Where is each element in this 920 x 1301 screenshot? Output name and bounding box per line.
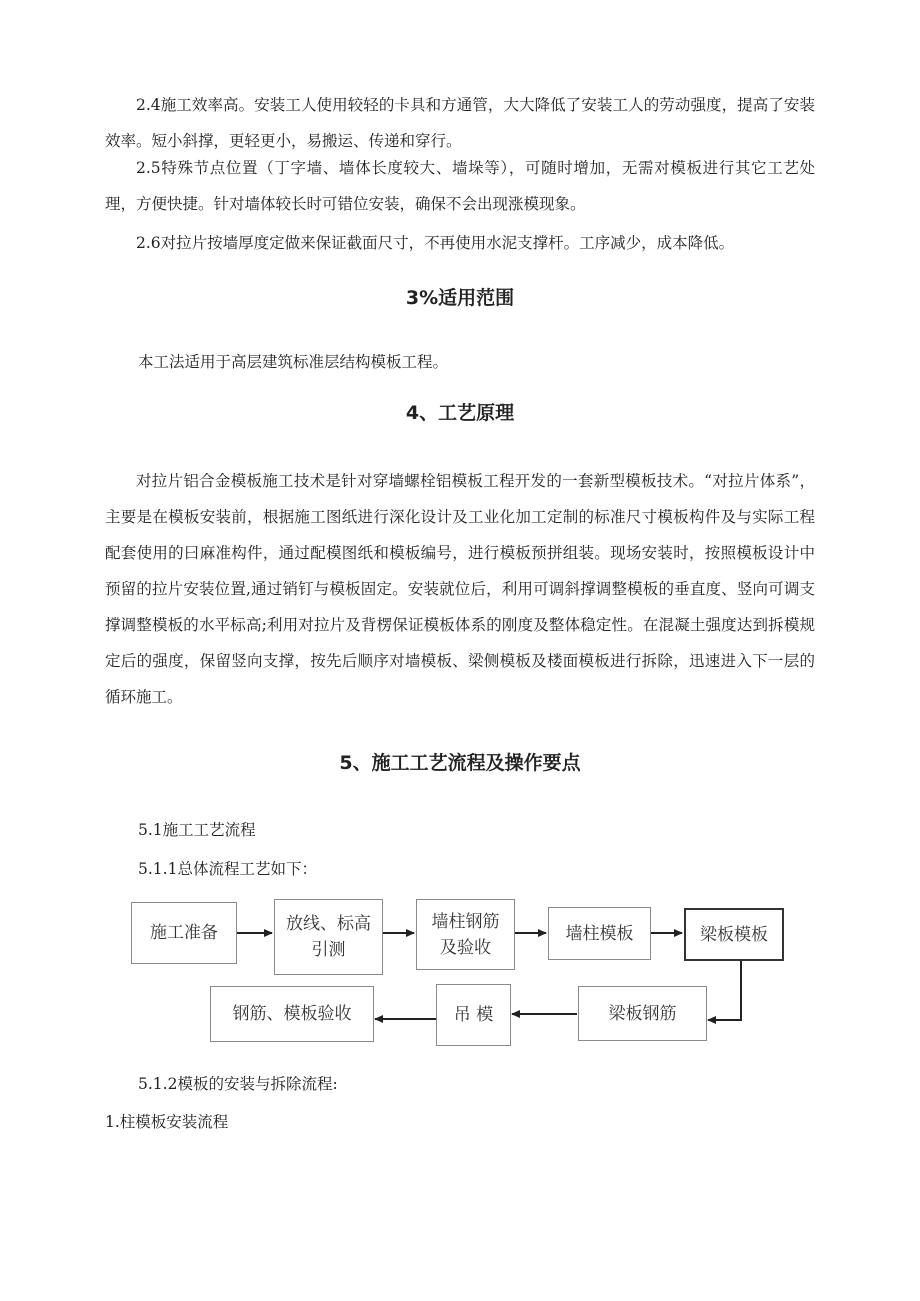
subsection-5-1-2: 5.1.2模板的安装与拆除流程: — [138, 1075, 338, 1093]
arrow-5-6 — [708, 961, 741, 1020]
paragraph-2-6: 2.6对拉片按墙厚度定做来保证截面尺寸，不再使用水泥支撑杆。工序减少，成本降低。 — [136, 234, 735, 252]
column-formwork-item: 1.柱模板安装流程 — [105, 1113, 229, 1131]
subsection-5-1-1: 5.1.1总体流程工艺如下： — [138, 860, 317, 878]
subsection-5-1: 5.1施工工艺流程 — [138, 821, 256, 839]
flow-step-beam-formwork: 梁板模板 — [684, 908, 784, 961]
flow-step-inspection: 钢筋、模板验收 — [210, 986, 374, 1042]
paragraph-2-5: 2.5特殊节点位置（丁字墙、墙体长度较大、墙垛等），可随时增加，无需对模板进行其它工艺处理，方便快捷。针对墙体较长时可错位安装，确保不会出现涨模现象。 — [105, 159, 815, 213]
flow-step-setout: 放线、标高 引测 — [274, 899, 383, 975]
section-3-text: 本工法适用于高层建筑标准层结构模板工程。 — [138, 353, 449, 371]
section-3-heading: 3%适用范围 — [405, 287, 515, 309]
flow-step-prep: 施工准备 — [131, 902, 237, 964]
section-5-heading: 5、施工工艺流程及操作要点 — [339, 752, 581, 774]
paragraph-2-4: 2.4施工效率高。安装工人使用较轻的卡具和方通管，大大降低了安装工人的劳动强度，提高了安装效率。短小斜撑，更轻更小，易搬运、传递和穿行。 — [105, 96, 815, 150]
flow-step-hoist: 吊 模 — [436, 984, 511, 1046]
section-4-text: 对拉片铝合金模板施工技术是针对穿墙螺栓铝模板工程开发的一套新型模板技术。“对拉片体系”，主要是在模板安装前，根据施工图纸进行深化设计及工业化加工定制的标准尺寸模板构件及与实际工程配套使用的曰麻准构件，通过配模图纸和模板编号，进行模板预拼组装。现场安装时，按照模板设计中预留的拉片安装位置,通过销钉与模板固定。安装就位后，利用可调斜撑调整模板的垂直度、竖向可调支撑调整模板的水平标高;利用对拉片及背楞保证模板体系的刚度及整体稳定性。在混凝土强度达到拆模规定后的强度，保留竖向支撑，按先后顺序对墙模板、梁侧模板及楼面模板进行拆除，迅速进入下一层的循环施工。 — [105, 472, 815, 706]
flow-step-wall-rebar: 墙柱钢筋 及验收 — [416, 899, 515, 970]
flow-step-wall-formwork: 墙柱模板 — [548, 907, 651, 960]
flow-step-beam-rebar: 梁板钢筋 — [578, 986, 707, 1041]
section-4-heading: 4、工艺原理 — [405, 402, 515, 424]
